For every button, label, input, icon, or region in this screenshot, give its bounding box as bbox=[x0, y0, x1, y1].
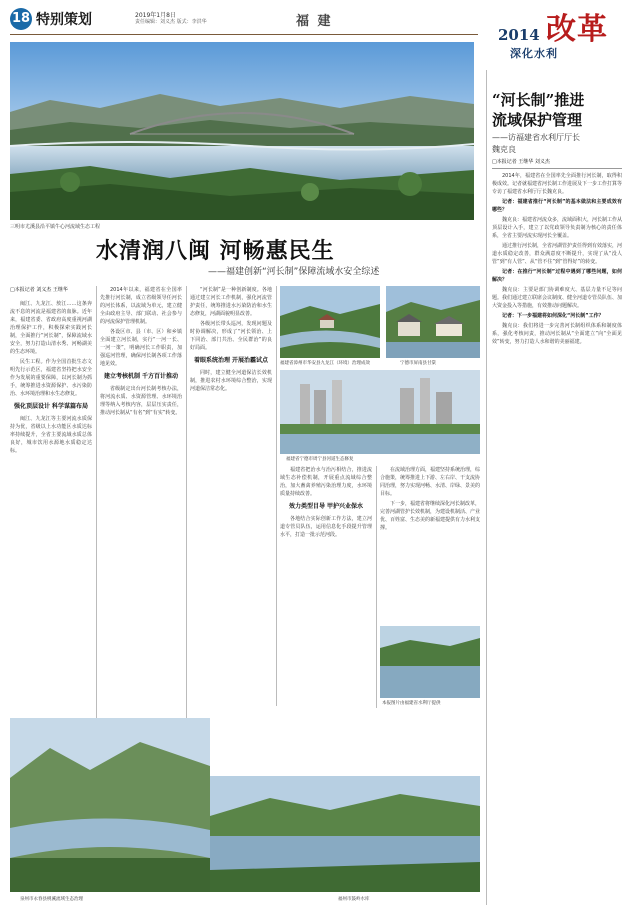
issue-date: 2019年1月8日 bbox=[135, 12, 176, 19]
question: 记者：福建省推行“河长制”的基本做法和主要成效有哪些？ bbox=[492, 199, 622, 213]
section-name: 特别策划 bbox=[36, 12, 92, 28]
photo-caption: 福建省漳州市华安县九龙江（环境）治理成效 bbox=[280, 361, 370, 366]
photo-caption: 泉州市永春县桃溪流域生态治理 bbox=[20, 897, 83, 902]
photo-mountain-river bbox=[10, 718, 210, 892]
column-divider bbox=[276, 286, 277, 706]
article-column-5 bbox=[380, 466, 480, 620]
paragraph: 各级河长带头巡河，发现问题及时协调解决，形成了“河长领治、上下同治、部门共治、全民群治”的良好局面。 bbox=[190, 321, 272, 351]
photo-caption: 宁德市屏南县甘棠 bbox=[400, 361, 436, 366]
question: 记者：在推行“河长制”过程中遇到了哪些问题，如何解决？ bbox=[492, 269, 622, 283]
photo-caption: 福建省宁德市周宁县河道生态修复 bbox=[286, 457, 354, 462]
editor-line: 责任编辑：刘义杰 版式：李洪华 bbox=[135, 19, 207, 25]
paragraph: 民生工程。作为全国首批生态文明先行示范区，福建省坚持把水安全作为发展的重要保障，以河长制为抓手，统筹推进水资源保护、水污染防治、水环境治理和水生态修复。 bbox=[10, 359, 92, 397]
sidebar-subtitle-line: ——访福建省水利厅厅长 bbox=[492, 133, 580, 142]
paragraph: 各地结合实际创新工作方法，建立河道专管员队伍，运用信息化手段提升管理水平，打造一批示范河段。 bbox=[280, 516, 372, 538]
paragraph: 2014年，福建省在全国率先全面推行河长制，取得积极成效。记者就福建省河长制工作进展及下一步工作打算等专访了福建省水利厅厅长魏克良。 bbox=[492, 173, 622, 195]
brand-logo bbox=[498, 4, 623, 64]
paragraph: 在流域治理方面，福建坚持系统治理，综合施策，统筹推进上下游、左右岸、干支流协同治理，努力实现河畅、水清、岸绿、景美的目标。 bbox=[380, 467, 480, 497]
photo-caption: 本报图片由福建省水利厅提供 bbox=[382, 701, 441, 706]
section-heading: 着眼系统治理 开展治霾试点 bbox=[193, 357, 269, 364]
article-byline: □本报记者 刘义杰 王继华 bbox=[10, 287, 68, 293]
sidebar-rule bbox=[492, 168, 622, 169]
article-column-4 bbox=[280, 466, 372, 708]
hero-photo bbox=[10, 42, 474, 220]
region-label: 福 建 bbox=[296, 14, 333, 29]
photo-village bbox=[386, 286, 480, 358]
sidebar-body bbox=[492, 172, 622, 902]
photo-reservoir bbox=[210, 776, 480, 892]
photo-city-river bbox=[280, 370, 480, 454]
sidebar-title-line: “河长制”推进 bbox=[492, 91, 585, 109]
brand-main: 改革 bbox=[546, 12, 608, 47]
photo-lake bbox=[380, 626, 480, 698]
paragraph: 闽江、九龙江等主要河流水质保持为优，省级以上水功能区水质达标率持续提升，全省主要流域水质总体良好，城市饮用水源地水质稳定达标。 bbox=[10, 416, 92, 454]
paragraph: “河长制”是一种创新制度。各地通过建立河长工作机制，强化河流管护责任，统筹推进水污染防治和水生态修复，河湖面貌明显改善。 bbox=[190, 287, 272, 317]
paragraph: 下一步，福建省将继续深化河长制改革，完善河湖管护长效机制，为建设机制活、产业优、百姓富、生态美的新福建提供有力水利支撑。 bbox=[380, 501, 480, 531]
page-number: 18 bbox=[10, 8, 32, 30]
paragraph: 魏克良：主要是部门协调难度大、基层力量不足等问题。我们通过建立联席会议制度、健全河道专管员队伍、加大资金投入等措施，有效推动问题解决。 bbox=[492, 287, 622, 309]
article-subheadline: ——福建创新“河长制”保障流域水安全综述 bbox=[208, 267, 380, 277]
paragraph: 省级制定出台河长制考核办法，将河流水质、水资源管理、水环境治理等纳入考核内容，层层压实责任，推动河长制从“有名”到“有实”转变。 bbox=[100, 386, 182, 416]
question: 记者：下一步福建将如何深化“河长制”工作？ bbox=[502, 313, 604, 319]
paragraph: 同时，建立健全河道保洁长效机制，推进农村水环境综合整治，实现河道保洁常态化。 bbox=[190, 370, 272, 392]
photo-caption: 福州市鼓岭水库 bbox=[338, 897, 370, 902]
paragraph: 魏克良：我们将进一步完善河长制组织体系和制度体系，强化考核问责，推动河长制从“全面建立”向“全面见效”转变，努力打造人水和谐的美丽福建。 bbox=[492, 323, 622, 345]
column-divider bbox=[376, 466, 377, 708]
sidebar-title-line: 流域保护管理 bbox=[492, 111, 583, 129]
section-heading: 建立考核机制 千方百计推动 bbox=[103, 373, 179, 380]
photo-river-bend bbox=[280, 286, 380, 358]
sidebar-byline: □本报记者 王继华 刘义杰 bbox=[492, 159, 550, 165]
sidebar-subtitle-line: 魏克良 bbox=[492, 145, 516, 154]
brand-sub: 深化水利 bbox=[510, 47, 558, 60]
paragraph: 魏克良：福建省河流众多，流域面积大，河长制工作从顶层设计入手，建立了以党政领导负责制为核心的责任体系，全省主要河流实现河长全覆盖。 bbox=[492, 217, 622, 239]
paragraph: 福建省把治水与治污相结合，推进流域生态补偿机制，开展重点流域综合整治，加大畜禽养殖污染治理力度，水环境质量持续改善。 bbox=[280, 467, 372, 497]
article-headline: 水清润八闽 河畅惠民生 bbox=[96, 238, 335, 264]
section-heading: 强化顶层设计 科学谋篇布局 bbox=[13, 403, 89, 410]
paragraph: 各设区市、县（市、区）和乡镇全面建立河长制，实行“一河一长、一河一策”，明确河长工作职责，加强巡河管理，确保河长制各项工作落地见效。 bbox=[100, 329, 182, 367]
paragraph: 通过推行河长制，全省河湖管护责任得到有效落实，河道水质稳定改善，群众满意度不断提升，实现了从“没人管”到“有人管”、从“管不住”到“管得好”的转变。 bbox=[492, 243, 622, 265]
sidebar-title bbox=[492, 90, 584, 130]
paragraph: 2014年以来，福建省在全国率先推行河长制，成立省级领导任河长的河长体系，以流域为单元，建立健全由政府主导、部门联动、社会参与的河流保护管理机制。 bbox=[100, 287, 182, 325]
sidebar-subtitle bbox=[492, 132, 580, 156]
hero-caption: 三明市尤溪县沿平镇牛心河流域生态工程 bbox=[10, 224, 101, 230]
header-divider bbox=[10, 34, 478, 35]
paragraph: 闽江、九龙江、敖江……这条奔流不息的河流是福建省的血脉。近年来，福建省委、省政府高度重视河湖治理保护工作，积极探索实践河长制，全面推行“河长制”，保障流域水安全，努力打造山清水秀、河畅湖美的生态环境。 bbox=[10, 301, 92, 355]
section-heading: 效力类型目导 甲护兴业保水 bbox=[288, 503, 364, 510]
brand-year: 2014 bbox=[498, 26, 540, 44]
sidebar-divider bbox=[486, 70, 487, 905]
